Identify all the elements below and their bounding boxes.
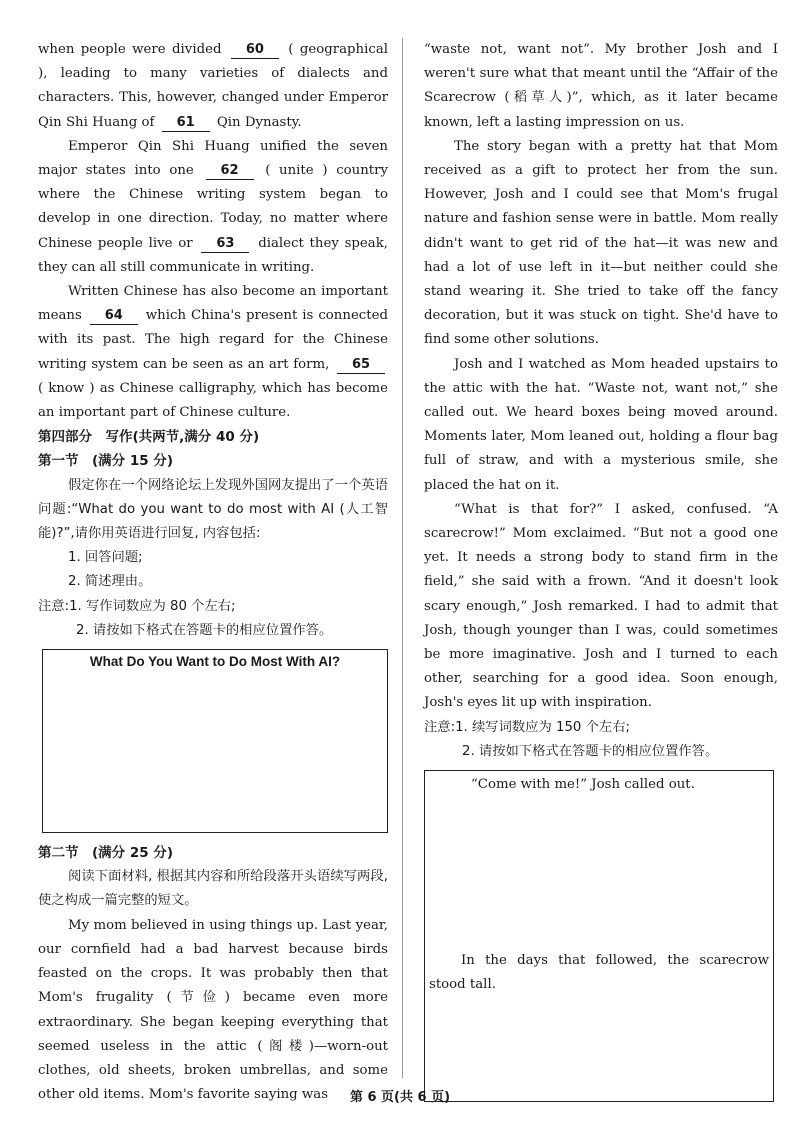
story-paragraph-2: The story began with a pretty hat that Mom received as a gift to protect her from the sun. However, Josh and I could see that Mom's frugal nature and fashion sense were in battle. Mom really didn't want to get rid of the hat—it was new and had a lot of use left in it—but neither could she stand wearing it. She tried to take off the fancy decoration, but it was stuck on tight. She'd have to find some other solutions. bbox=[424, 138, 778, 348]
story-paragraph-3: Josh and I watched as Mom headed upstairs to the attic with the hat. “Waste not, want not,” she called out. We heard boxes being moved around. Moments later, Mom leaned out, holding a flour bag full of straw, and with a mysterious smile, she placed the hat on it. bbox=[424, 356, 778, 493]
blank-64[interactable]: 64 bbox=[90, 308, 138, 325]
essay-box-title: What Do You Want to Do Most With AI? bbox=[89, 654, 341, 670]
blank-63[interactable]: 63 bbox=[201, 236, 249, 253]
continuation-opening-2: In the days that followed, the scarecrow stood tall. bbox=[429, 953, 769, 993]
section1-prompt: 假定你在一个网络论坛上发现外国网友提出了一个英语问题:“What do you want to do most with AI (人工智能)?”,请你用英语进行回复, 内容包括: bbox=[38, 477, 388, 542]
continuation-opening-1: “Come with me!” Josh called out. bbox=[471, 777, 695, 793]
essay-answer-box[interactable] bbox=[42, 649, 388, 833]
grammar-paragraph-1: when people were divided 60 ( geographical ), leading to many varieties of dialects and characters. This, however, changed under Emperor Qin Shi Huang of 61 Qin Dynasty. bbox=[38, 42, 388, 130]
blank-62[interactable]: 62 bbox=[206, 163, 254, 180]
continuation-note-2: 2. 请按如下格式在答题卡的相应位置作答。 bbox=[462, 743, 719, 759]
section1-note-1: 注意:1. 写作词数应为 80 个左右; bbox=[38, 598, 236, 614]
section2-heading: 第二节 (满分 25 分) bbox=[38, 845, 174, 862]
left-column bbox=[38, 38, 388, 1107]
story-paragraph-1: My mom believed in using things up. Last year, our cornfield had a bad harvest because birds feasted on the crops. It was probably then that Mom's frugality (节俭) became even more extraordinary. She began keeping everything that seemed useless in the attic (阁楼)—worn-out clothes, old sheets, broken umbrellas, and some other old items. Mom's favorite saying was bbox=[38, 917, 388, 1103]
grammar-paragraph-3: Written Chinese has also become an important means 64 which China's present is connected with its past. The high regard for the Chinese writing system can be seen as an art form, 65 ( know ) as Chinese calligraphy, which has become an important part of Chinese culture. bbox=[38, 284, 388, 421]
blank-60[interactable]: 60 bbox=[231, 42, 279, 59]
blank-61[interactable]: 61 bbox=[162, 115, 210, 132]
story-paragraph-4: “What is that for?” I asked, confused. “A scarecrow!” Mom exclaimed. “But not a good one yet. It needs a strong body to stand firm in the field,” she said with a frown. “And it doesn't look scary enough,” Josh remarked. I had to admit that Josh, though younger than I was, could sometimes be more imaginative. Josh and I turned to each other, searching for a good idea. Soon enough, Josh's eyes lit up with inspiration. bbox=[424, 501, 778, 711]
section1-item-2: 2. 简述理由。 bbox=[68, 574, 152, 590]
grammar-paragraph-2: Emperor Qin Shi Huang unified the seven major states into one 62 ( unite ) country where the Chinese writing system began to develop in one direction. Today, no matter where Chinese people live or 63 dialect they speak, they can all still communicate in writing. bbox=[38, 138, 389, 275]
continuation-answer-box[interactable] bbox=[424, 770, 774, 1102]
part4-heading: 第四部分 写作(共两节,满分 40 分) bbox=[38, 429, 260, 446]
section2-prompt: 阅读下面材料, 根据其内容和所给段落开头语续写两段, 使之构成一篇完整的短文。 bbox=[38, 869, 388, 909]
column-divider bbox=[402, 38, 403, 1078]
section1-item-1: 1. 回答问题; bbox=[68, 550, 143, 566]
section1-heading: 第一节 (满分 15 分) bbox=[38, 453, 174, 470]
section1-note-2: 2. 请按如下格式在答题卡的相应位置作答。 bbox=[76, 622, 333, 638]
right-column bbox=[424, 38, 778, 1102]
blank-65[interactable]: 65 bbox=[337, 357, 385, 374]
page-footer: 第 6 页(共 6 页) bbox=[349, 1090, 451, 1105]
story-paragraph-1-continued: “waste not, want not”. My brother Josh and I weren't sure what that meant until the “Affair of the Scarecrow (稻草人)”, which, as it later became known, left a lasting impression on us. bbox=[424, 42, 778, 130]
continuation-note-1: 注意:1. 续写词数应为 150 个左右; bbox=[424, 719, 630, 735]
